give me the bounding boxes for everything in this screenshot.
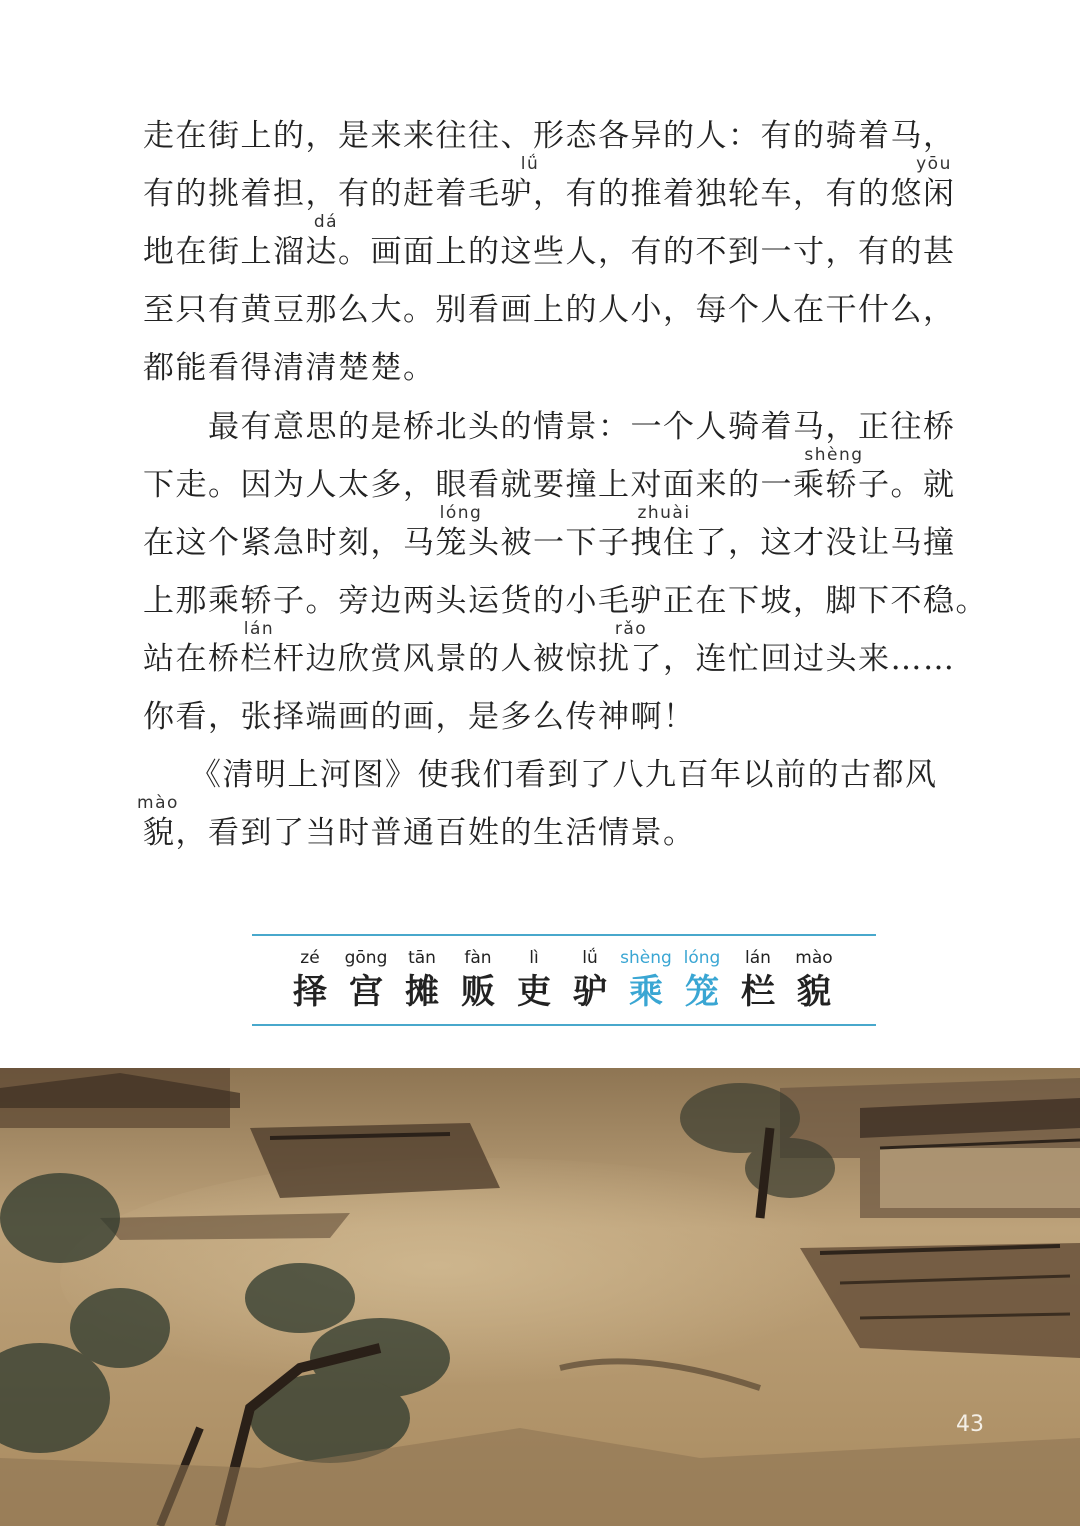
pinyin-annotation: mào — [137, 793, 179, 813]
vocab-character: 择 — [293, 972, 327, 1012]
text-line — [0, 339, 1080, 397]
vocab-pinyin: lì — [529, 948, 539, 968]
pinyin-annotation: shèng — [804, 445, 864, 465]
text-line — [0, 793, 1080, 862]
text-line — [0, 619, 1080, 688]
pinyin-annotation: yōu — [916, 154, 952, 174]
page-number: 43 — [956, 1412, 984, 1437]
text-line-content: 《清明上河图》使我们看到了八九百年以前的古都风 — [190, 757, 938, 793]
text-line-content: 有的挑着担，有的赶着毛驴，有的推着独轮车，有的悠闲 — [143, 176, 956, 212]
pinyin-annotation: lǘ — [520, 154, 540, 174]
text-line — [0, 154, 1080, 223]
text-line-content: 貌，看到了当时普通百姓的生活情景。 — [143, 815, 696, 851]
pinyin-annotation: lán — [243, 619, 275, 639]
vocab-char-tan — [392, 934, 452, 1026]
text-line — [0, 212, 1080, 281]
vocab-pinyin: mào — [795, 948, 833, 968]
painting-image — [0, 1068, 1080, 1526]
vocab-pinyin: lǘ — [582, 948, 598, 968]
text-line-content: 都能看得清清楚楚。 — [143, 350, 436, 386]
text-line — [0, 572, 1080, 630]
text-line-content: 在这个紧急时刻，马笼头被一下子拽住了，这才没让马撞 — [143, 525, 956, 561]
vocab-pinyin: lán — [745, 948, 771, 968]
vocab-character: 乘 — [629, 972, 663, 1012]
pinyin-annotation: rǎo — [614, 619, 648, 639]
vocab-character: 驴 — [573, 972, 607, 1012]
text-line — [0, 281, 1080, 339]
text-line — [0, 445, 1080, 514]
pinyin-annotation: zhuài — [637, 503, 691, 523]
pinyin-annotation: lóng — [439, 503, 483, 523]
riverside-painting-illustration — [0, 1068, 1080, 1526]
text-line-content: 站在桥栏杆边欣赏风景的人被惊扰了，连忙回过头来…… — [143, 641, 956, 677]
vocab-char-lan — [728, 934, 788, 1026]
vocab-character: 宫 — [349, 972, 383, 1012]
vocab-character: 笼 — [685, 972, 719, 1012]
vocab-char-ze — [280, 934, 340, 1026]
vocab-pinyin: zé — [300, 948, 320, 968]
text-line-content: 至只有黄豆那么大。别看画上的人小，每个人在干什么， — [143, 292, 956, 328]
vocab-char-fan — [448, 934, 508, 1026]
text-line-content: 上那乘轿子。旁边两头运货的小毛驴正在下坡，脚下不稳。 — [143, 583, 988, 619]
vocab-character: 贩 — [461, 972, 495, 1012]
vocab-pinyin: gōng — [344, 948, 388, 968]
text-line — [0, 398, 1080, 456]
text-line-content: 你看，张择端画的画，是多么传神啊！ — [143, 699, 696, 735]
vocab-char-mao — [784, 934, 844, 1026]
text-line — [0, 503, 1080, 572]
text-line — [0, 688, 1080, 746]
vocab-pinyin: fàn — [464, 948, 492, 968]
vocab-character: 貌 — [797, 972, 831, 1012]
vocab-pinyin: lóng — [683, 948, 721, 968]
vocab-char-long — [672, 934, 732, 1026]
vocab-char-lu — [560, 934, 620, 1026]
vocab-pinyin: shèng — [620, 948, 672, 968]
new-characters-box — [252, 934, 876, 1026]
pinyin-annotation: dá — [313, 212, 339, 232]
vocab-character: 摊 — [405, 972, 439, 1012]
text-line-content: 地在街上溜达。画面上的这些人，有的不到一寸，有的甚 — [143, 234, 956, 270]
text-line-content: 下走。因为人太多，眼看就要撞上对面来的一乘轿子。就 — [143, 467, 956, 503]
vocab-pinyin: tān — [408, 948, 436, 968]
vocab-char-li — [504, 934, 564, 1026]
vocab-char-sheng — [616, 934, 676, 1026]
text-line-content: 最有意思的是桥北头的情景：一个人骑着马，正往桥 — [208, 409, 956, 445]
text-line-content: 走在街上的，是来来往往、形态各异的人：有的骑着马， — [143, 118, 956, 154]
vocab-character: 栏 — [741, 972, 775, 1012]
vocab-character: 吏 — [517, 972, 551, 1012]
vocab-char-gong — [336, 934, 396, 1026]
